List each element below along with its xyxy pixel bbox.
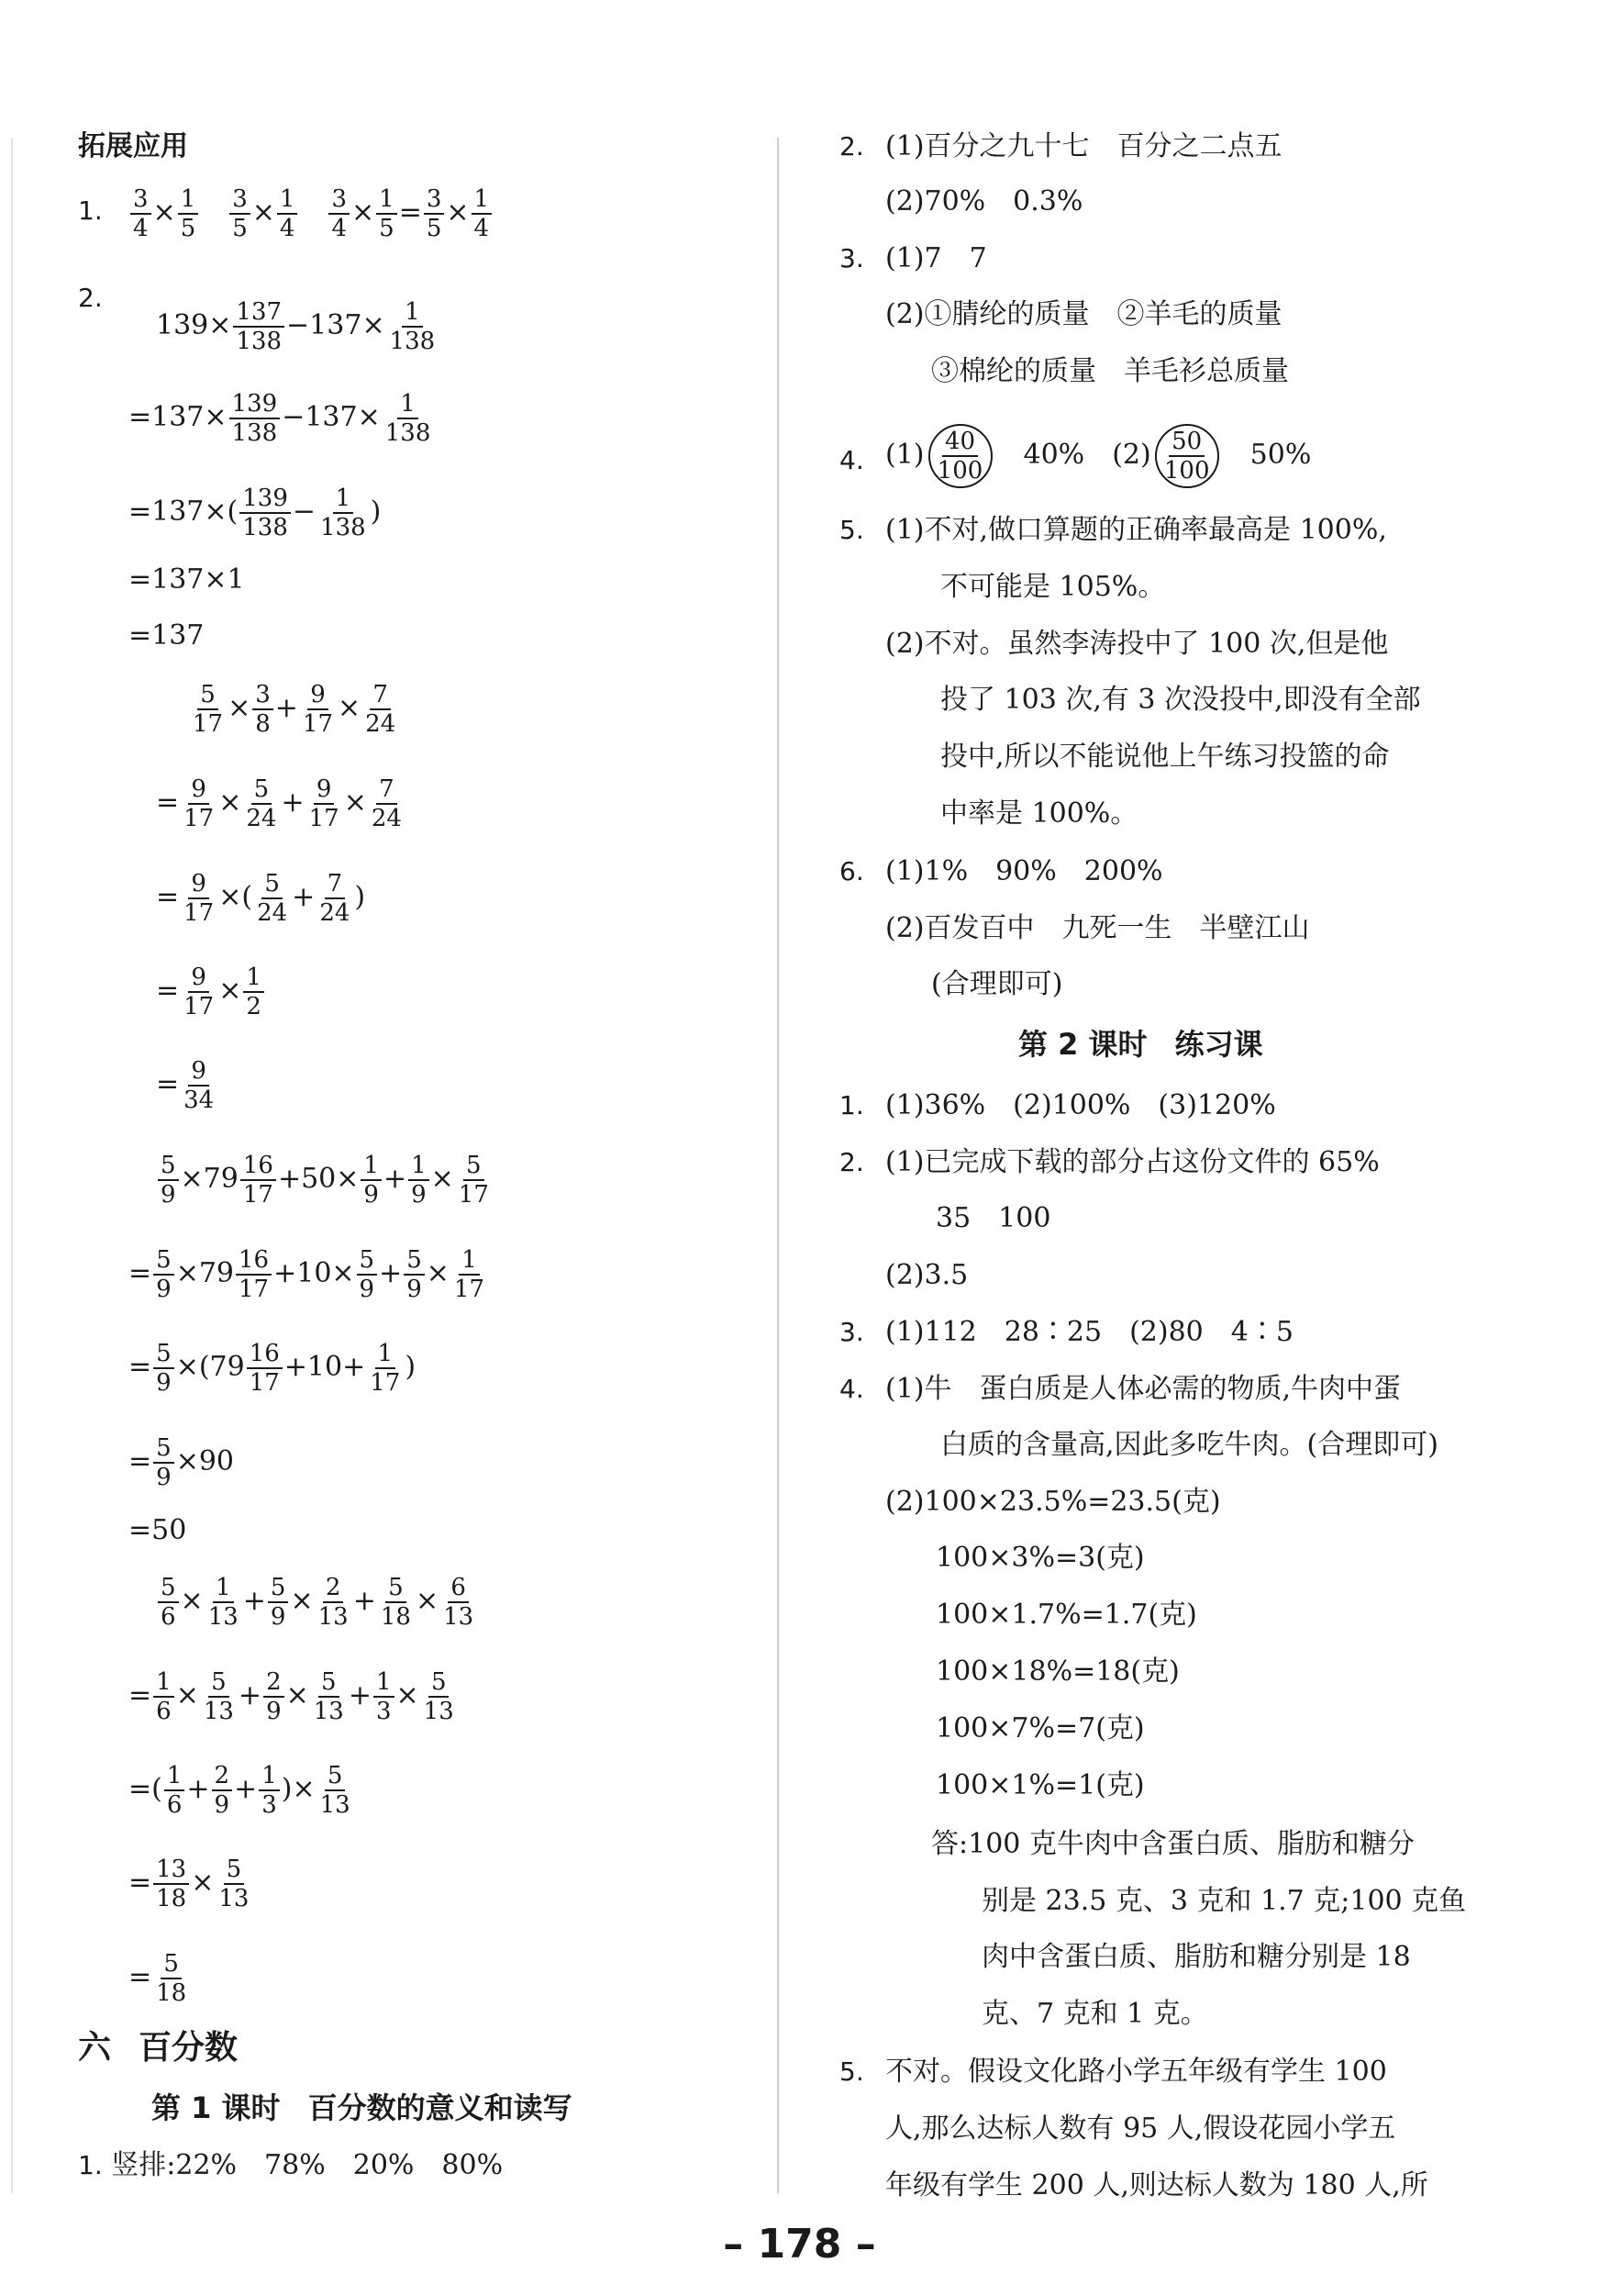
circled-fraction: [1155, 424, 1219, 488]
fraction: $\frac{9}{17}$: [302, 681, 334, 738]
text-run: +: [352, 1585, 376, 1617]
text-run: =: [398, 196, 422, 228]
fraction: $\frac{5}{9}$: [404, 1246, 425, 1303]
r3-line1: [885, 240, 987, 277]
s4-t9: [931, 1826, 1415, 1863]
text-run: 人,那么达标人数有 95 人,假设花园小学五: [885, 2112, 1396, 2145]
q2b-line2: [156, 775, 406, 832]
text-run: +10×: [273, 1257, 355, 1289]
text-run: +: [383, 1163, 407, 1195]
fraction: $\frac{5}{13}$: [319, 1762, 350, 1819]
text-run: =(: [128, 1773, 162, 1805]
fraction: $\frac{5}{13}$: [313, 1668, 344, 1725]
text-run: ×(79: [175, 1351, 245, 1383]
fraction: $\frac{1}{4}$: [277, 185, 298, 242]
q2c-line3: [128, 1340, 416, 1397]
text-run: (1)牛 蛋白质是人体必需的物质,牛肉中蛋: [885, 1373, 1402, 1405]
text-run: 6.: [839, 856, 864, 886]
text-run: (合理即可): [931, 968, 1063, 1000]
text-run: ×: [191, 1867, 215, 1899]
s4-t4: [936, 1540, 1145, 1577]
text-run: ×90: [175, 1445, 234, 1477]
question-number: [839, 128, 864, 165]
text-run: 1.: [839, 1090, 864, 1120]
fraction: $\frac{5}{24}$: [246, 775, 277, 832]
text-run: +: [186, 1773, 210, 1805]
text-run: ×(: [218, 881, 253, 913]
text-run: 答:100 克牛肉中含蛋白质、脂肪和糖分: [931, 1828, 1415, 1860]
text-run: (1)36% (2)100% (3)120%: [885, 1089, 1276, 1121]
fraction: $\frac{2}{9}$: [212, 1762, 233, 1819]
fraction: $\frac{1}{3}$: [373, 1668, 394, 1725]
text-run: ×: [290, 1585, 314, 1617]
text-run: 练习课: [1174, 1027, 1263, 1062]
text-run: (2)70% 0.3%: [885, 185, 1083, 217]
s4-t10: [982, 1883, 1466, 1920]
text-run: [299, 196, 327, 228]
text-run: (1)112 28∶25 (2)80 4∶5: [885, 1316, 1294, 1348]
fraction: $\frac{7}{24}$: [319, 870, 350, 927]
text-run: (2)不对。虽然李涛投中了 100 次,但是他: [885, 628, 1389, 660]
fraction: $\frac{139}{138}$: [239, 485, 291, 541]
s2-line3: [885, 1257, 968, 1294]
fraction: $\frac{13}{18}$: [153, 1856, 189, 1912]
text-run: 139×: [156, 309, 232, 341]
r6-line3: [931, 966, 1062, 1003]
text-run: −: [292, 496, 316, 528]
fraction: $\frac{1}{138}$: [320, 485, 366, 541]
text-run: +50×: [277, 1163, 360, 1195]
r4-answer: [885, 424, 1311, 488]
text-run: ×: [351, 196, 375, 228]
text-run: ×: [338, 692, 361, 724]
text-run: 100×3%=3(克): [936, 1542, 1145, 1574]
fraction: $\frac{5}{13}$: [203, 1668, 234, 1725]
question-number: [839, 1371, 864, 1408]
q2b-line5: [156, 1057, 218, 1114]
question-number: [839, 512, 864, 549]
s1-line1: [885, 1087, 1276, 1124]
q2a-line2: [128, 390, 435, 447]
text-run: 投中,所以不能说他上午练习投篮的命: [940, 741, 1390, 773]
fraction: $\frac{137}{138}$: [233, 298, 284, 355]
r5-line2: [940, 569, 1165, 606]
text-run: =137: [128, 619, 205, 652]
text-run: (1): [885, 439, 925, 471]
text-run: 2.: [839, 1147, 864, 1177]
fraction: $\frac{1}{2}$: [243, 964, 264, 1020]
s5-line1: [885, 2054, 1387, 2090]
text-run: 40%: [995, 439, 1113, 471]
section-heading-extension: [78, 128, 188, 165]
text-run: =: [128, 1961, 152, 1993]
fraction: $\frac{1}{4}$: [472, 185, 493, 242]
text-run: 年级有学生 200 人,则达标人数为 180 人,所: [885, 2169, 1428, 2201]
text-run: (2)百发百中 九死一生 半壁江山: [885, 912, 1310, 944]
text-run: (1)7 7: [885, 242, 987, 274]
question-number: [839, 1314, 864, 1351]
text-run: 1.: [78, 195, 103, 226]
text-run: ×: [180, 1585, 204, 1617]
fraction: $\frac{5}{9}$: [357, 1246, 378, 1303]
left-margin-rule: [11, 138, 13, 2193]
question-number: [839, 853, 864, 890]
fraction: $\frac{9}{34}$: [183, 1057, 215, 1114]
text-run: =137×(: [128, 496, 239, 528]
text-run: (1)已完成下载的部分占这份文件的 65%: [885, 1146, 1380, 1178]
text-run: 35 100: [936, 1202, 1051, 1234]
text-run: +: [238, 1679, 262, 1711]
column-divider: [777, 138, 779, 2193]
s5-line3: [885, 2168, 1428, 2204]
question-number: [78, 193, 103, 229]
text-run: ×79: [180, 1163, 239, 1195]
fraction: $\frac{5}{9}$: [153, 1340, 174, 1397]
text-run: [1148, 1030, 1175, 1062]
q2a-line1: [156, 298, 439, 355]
text-run: +: [234, 1773, 258, 1805]
text-run: )×: [281, 1773, 316, 1805]
fraction: $\frac{5}{9}$: [268, 1574, 289, 1631]
text-run: 50%: [1222, 439, 1312, 471]
fraction: $\frac{1}{17}$: [453, 1246, 485, 1303]
text-run: ×: [228, 692, 251, 724]
fraction: $\frac{5}{9}$: [153, 1246, 174, 1303]
text-run: =: [128, 1679, 152, 1711]
s4-t7: [936, 1711, 1145, 1747]
r3-line2: [885, 296, 1283, 333]
text-run: 别是 23.5 克、3 克和 1.7 克;100 克鱼: [982, 1885, 1467, 1917]
text-run: 2.: [839, 131, 864, 162]
s4-t11: [982, 1939, 1411, 1976]
text-run: ×: [175, 1679, 199, 1711]
fraction: $\frac{3}{5}$: [424, 185, 445, 242]
text-run: 百分数的意义和读写: [307, 2090, 572, 2125]
fraction: $\frac{9}{17}$: [308, 775, 339, 832]
text-run: +10+: [283, 1351, 366, 1383]
q2b-line3: [156, 870, 365, 927]
q2d-line3: [128, 1762, 355, 1819]
question-number: [839, 442, 864, 479]
r5-line5: [940, 739, 1390, 775]
text-run: 不可能是 105%。: [940, 571, 1166, 603]
page-number: – 178 –: [723, 2221, 876, 2268]
text-run: ): [370, 496, 382, 528]
fraction: $\frac{3}{8}$: [252, 681, 273, 738]
fraction: $\frac{1}{13}$: [207, 1574, 239, 1631]
text-run: 100×1%=1(克): [936, 1769, 1145, 1801]
fraction: $\frac{1}{138}$: [384, 390, 431, 447]
fraction: $\frac{5}{13}$: [423, 1668, 454, 1725]
text-run: [200, 196, 228, 228]
text-run: ×: [430, 1163, 454, 1195]
r6-line1: [885, 853, 1163, 890]
r2-line2: [885, 184, 1083, 220]
text-run: ×: [218, 975, 242, 1007]
text-run: ×: [446, 196, 470, 228]
s4-t12: [982, 1996, 1208, 2033]
text-run: 5.: [839, 2056, 864, 2087]
text-run: (2): [1112, 439, 1151, 471]
text-run: 5.: [839, 515, 864, 545]
fraction: $\frac{1}{9}$: [408, 1152, 429, 1209]
question-number: [78, 280, 103, 317]
question-number: [839, 2054, 864, 2090]
text-run: (1)百分之九十七 百分之二点五: [885, 130, 1283, 162]
text-run: 100×7%=7(克): [936, 1712, 1145, 1744]
fraction: $\frac{1}{6}$: [153, 1668, 174, 1725]
q2b-line4: [156, 964, 266, 1020]
fraction: $\frac{5}{18}$: [380, 1574, 411, 1631]
fraction: $\frac{1}{5}$: [376, 185, 397, 242]
text-run: =137×: [128, 401, 228, 433]
text-run: −137×: [286, 309, 385, 341]
fraction: $\frac{139}{138}$: [229, 390, 281, 447]
fraction: $\frac{2}{13}$: [317, 1574, 349, 1631]
fraction: $\frac{5}{6}$: [158, 1574, 179, 1631]
r5-line1: [885, 512, 1387, 549]
text-run: 3.: [839, 1317, 864, 1347]
fraction: $\frac{5}{13}$: [218, 1856, 250, 1912]
fraction: $\frac{1}{138}$: [389, 298, 436, 355]
s4-t5: [936, 1597, 1197, 1633]
mixed-fraction-part: $\frac{16}{17}$: [240, 1152, 276, 1209]
text-run: ×: [395, 1679, 419, 1711]
r5-line4: [940, 682, 1421, 719]
fraction: $\frac{6}{13}$: [443, 1574, 474, 1631]
text-run: 第 2 课时: [1018, 1027, 1148, 1062]
text-run: =: [156, 881, 180, 913]
s4-line2: [940, 1427, 1438, 1464]
text-run: 4.: [839, 1374, 864, 1404]
q2d-line5: [128, 1950, 191, 2007]
text-run: +: [281, 786, 305, 819]
s5-line2: [885, 2111, 1395, 2147]
text-run: =137×1: [128, 563, 245, 596]
r2-line1: [885, 128, 1283, 165]
q2d-line4: [128, 1856, 253, 1912]
text-run: ): [405, 1351, 416, 1383]
fraction: $\frac{5}{17}$: [193, 681, 224, 738]
text-run: [281, 2093, 308, 2125]
q2c-line5: [128, 1512, 186, 1549]
q1-answer: [128, 185, 494, 242]
text-run: +: [292, 881, 316, 913]
text-run: +: [242, 1585, 266, 1617]
question-number: [839, 1087, 864, 1124]
fraction: $\frac{5}{9}$: [158, 1152, 179, 1209]
text-run: =: [128, 1351, 152, 1383]
lesson2-title: [1018, 1026, 1263, 1064]
text-run: +: [379, 1257, 403, 1289]
fraction: $\frac{3}{5}$: [229, 185, 250, 242]
fraction: $\frac{3}{4}$: [328, 185, 350, 242]
text-run: ×: [343, 786, 367, 819]
text-run: +: [274, 692, 298, 724]
text-run: 100×1.7%=1.7(克): [936, 1599, 1197, 1631]
text-run: ×: [426, 1257, 450, 1289]
fraction: $\frac{1}{17}$: [370, 1340, 401, 1397]
fraction: $\frac{5}{17}$: [458, 1152, 489, 1209]
s4-line3: [885, 1484, 1221, 1521]
fraction: $\frac{1}{3}$: [259, 1762, 280, 1819]
text-run: 六: [78, 2029, 112, 2067]
text-run: =50: [128, 1514, 187, 1546]
question-number: [839, 240, 864, 277]
question-number: [839, 1144, 864, 1181]
section-title: [78, 2030, 238, 2068]
text-run: 投了 103 次,有 3 次没投中,即没有全部: [940, 684, 1421, 716]
q2d-line1: [156, 1574, 478, 1631]
q2b-line1: [188, 681, 400, 738]
fraction: $\frac{5}{24}$: [257, 870, 288, 927]
text-run: =: [156, 786, 180, 819]
q2c-line1: [156, 1152, 494, 1209]
fraction: $\frac{40}{100}$: [937, 428, 983, 485]
q2a-line3: [128, 485, 381, 541]
fraction: $\frac{1}{5}$: [178, 185, 199, 242]
text-run: 白质的含量高,因此多吃牛肉。(合理即可): [940, 1429, 1438, 1461]
text-run: [111, 2034, 139, 2066]
lesson1-q1: [78, 2147, 503, 2184]
text-run: 拓展应用: [78, 130, 188, 162]
text-run: ×79: [175, 1257, 234, 1289]
text-run: 2.: [78, 283, 103, 313]
text-run: =: [128, 1445, 152, 1477]
r5-line6: [940, 796, 1138, 832]
r5-line3: [885, 626, 1388, 663]
text-run: 百分数: [139, 2029, 239, 2067]
text-run: (1)不对,做口算题的正确率最高是 100%,: [885, 514, 1387, 546]
text-run: 100×18%=18(克): [936, 1655, 1180, 1688]
text-run: 1.: [78, 2150, 103, 2180]
text-run: 克、7 克和 1 克。: [982, 1998, 1208, 2030]
text-run: (2)①腈纶的质量 ②羊毛的质量: [885, 298, 1283, 330]
fraction: $\frac{7}{24}$: [371, 775, 402, 832]
q2a-line4: [128, 562, 245, 598]
text-run: 4.: [839, 445, 864, 475]
fraction: $\frac{9}{17}$: [183, 775, 215, 832]
fraction: $\frac{9}{17}$: [183, 964, 215, 1020]
fraction: $\frac{2}{9}$: [263, 1668, 284, 1725]
circled-fraction: [928, 424, 993, 488]
text-run: [103, 2149, 112, 2181]
s2-line1: [885, 1144, 1380, 1181]
text-run: =: [156, 975, 180, 1007]
text-run: ×: [152, 196, 176, 228]
fraction: $\frac{1}{6}$: [164, 1762, 185, 1819]
text-run: −137×: [282, 401, 381, 433]
text-run: ③棉纶的质量 羊毛衫总质量: [931, 355, 1289, 387]
text-run: =: [128, 1257, 152, 1289]
fraction: $\frac{1}{9}$: [361, 1152, 382, 1209]
text-run: ): [354, 881, 366, 913]
text-run: 3.: [839, 243, 864, 273]
s4-t6: [936, 1654, 1180, 1690]
q2c-line4: [128, 1434, 234, 1491]
text-run: ×: [415, 1585, 439, 1617]
s2-line2: [936, 1200, 1050, 1237]
s4-t8: [936, 1767, 1145, 1804]
fraction: $\frac{9}{17}$: [183, 870, 215, 927]
r6-line2: [885, 910, 1310, 947]
q2a-line5: [128, 618, 204, 654]
q2c-line2: [128, 1246, 489, 1303]
text-run: =: [128, 1867, 152, 1899]
text-run: ×: [285, 1679, 309, 1711]
text-run: (2)100×23.5%=23.5(克): [885, 1486, 1221, 1518]
s4-line1: [885, 1371, 1401, 1408]
text-run: 中率是 100%。: [940, 797, 1138, 830]
mixed-fraction-part: $\frac{16}{17}$: [236, 1246, 272, 1303]
r3-line3: [931, 353, 1289, 390]
text-run: ×: [218, 786, 242, 819]
mixed-fraction-part: $\frac{16}{17}$: [247, 1340, 283, 1397]
fraction: $\frac{3}{4}$: [130, 185, 151, 242]
text-run: =: [156, 1068, 180, 1100]
fraction: $\frac{7}{24}$: [365, 681, 396, 738]
text-run: ×: [251, 196, 275, 228]
fraction: $\frac{5}{9}$: [153, 1434, 174, 1491]
text-run: 第 1 课时: [151, 2090, 281, 2125]
text-run: (1)1% 90% 200%: [885, 855, 1163, 887]
text-run: +: [348, 1679, 372, 1711]
text-run: (2)3.5: [885, 1259, 969, 1291]
q2d-line2: [128, 1668, 459, 1725]
fraction: $\frac{5}{18}$: [156, 1950, 187, 2007]
text-run: 肉中含蛋白质、脂肪和糖分别是 18: [982, 1941, 1411, 1973]
lesson1-title: [151, 2090, 572, 2128]
text-run: 竖排:22% 78% 20% 80%: [111, 2149, 504, 2181]
s3-line1: [885, 1314, 1294, 1351]
text-run: 不对。假设文化路小学五年级有学生 100: [885, 2056, 1387, 2088]
fraction: $\frac{50}{100}$: [1163, 428, 1210, 485]
